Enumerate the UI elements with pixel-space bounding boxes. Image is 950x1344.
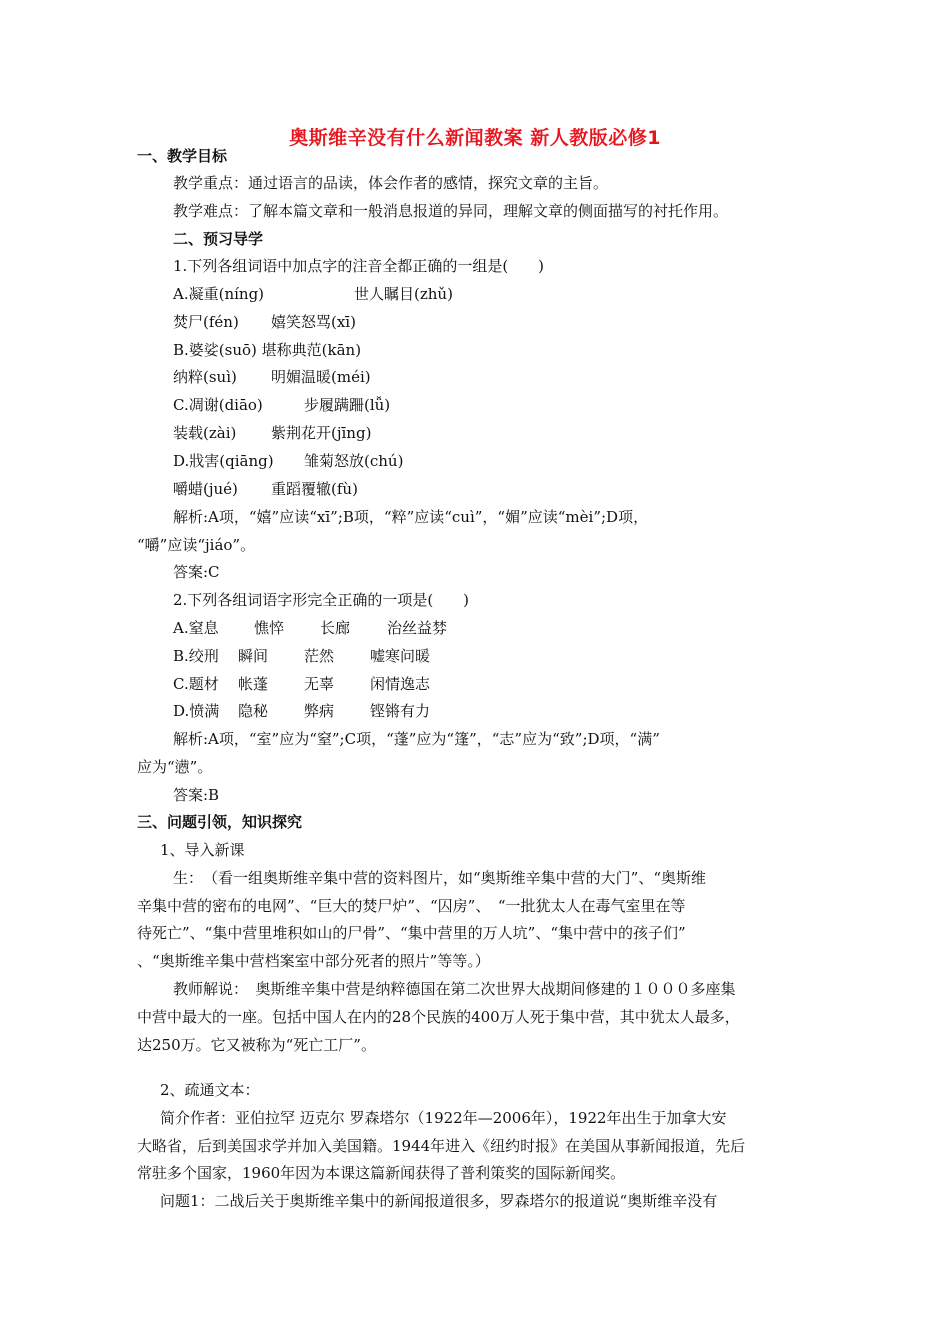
q2-option-c-word-2: 帐蓬 [238,675,269,693]
q1-option-c-4: 紫荆花开(jīng) [271,424,372,442]
author-paragraph-line-3: 常驻多个国家，1960年因为本课这篇新闻获得了普利策奖的国际新闻奖。 [137,1164,626,1182]
q1-option-d-3: 嚼蜡(jué) [173,480,238,498]
q1-option-a-3: 焚尸(fén) [173,313,239,331]
q1-analysis-line-2: “嚼”应读“jiáo”。 [137,536,256,554]
q2-option-b-word-3: 茫然 [304,647,335,665]
section-heading-goals: 一、教学目标 [137,147,228,165]
q1-option-b-2: 纳粹(suì) [173,368,237,386]
q2-option-c-word-4: 闲情逸志 [370,675,431,693]
q1-option-a-2: 世人瞩目(zhǔ) [354,285,453,303]
q1-analysis-line-1: 解析:A项，“嬉”应读“xī”;B项，“粹”应读“cuì”，“媚”应读“mèi”;D项， [173,508,649,526]
subheading-text-review: 2、疏通文本： [160,1081,260,1099]
question-2-stem: 2.下列各组词语字形完全正确的一项是( ) [173,591,470,609]
teacher-paragraph-line-3: 达250万。它又被称为“死亡工厂”。 [137,1036,376,1054]
q2-option-d-word-1: D.愤满 [173,702,220,720]
q2-option-b-word-4: 嘘寒问暖 [370,647,431,665]
q2-option-a-word-3: 长廊 [320,619,351,637]
q1-option-c-3: 装载(zài) [173,424,237,442]
author-paragraph-line-2: 大略省，后到美国求学并加入美国籍。1944年进入《纽约时报》在美国从事新闻报道，先后 [137,1137,746,1155]
q1-option-d-1: D.戕害(qiāng) [173,452,274,470]
q2-option-c-word-3: 无辜 [304,675,335,693]
q1-answer: 答案:C [173,563,220,581]
subheading-introduction: 1、导入新课 [160,841,245,859]
student-paragraph-line-3: 待死亡”、“集中营里堆积如山的尸骨”、“集中营里的万人坑”、“集中营中的孩子们” [137,924,686,942]
q2-analysis-line-2: 应为“懑”。 [137,758,213,776]
q1-option-a-4: 嬉笑怒骂(xī) [271,313,356,331]
section-heading-preview: 二、预习导学 [173,230,264,248]
q1-option-c-2: 步履蹒跚(lǚ) [304,396,391,414]
author-paragraph-line-1: 简介作者：亚伯拉罕 迈克尔 罗森塔尔（1922年—2006年），1922年出生于加拿大安 [160,1109,727,1127]
q1-option-d-4: 重蹈覆辙(fù) [271,480,358,498]
question-1-stem: 1.下列各组词语中加点字的注音全都正确的一组是( ) [173,257,545,275]
student-paragraph-line-4: 、“奥斯维辛集中营档案室中部分死者的照片”等等。） [137,952,490,970]
teaching-focus: 教学重点：通过语言的品读，体会作者的感情，探究文章的主旨。 [173,174,609,192]
q2-option-d-word-4: 铿锵有力 [370,702,431,720]
q2-option-a-word-1: A.窒息 [173,619,219,637]
teacher-paragraph-line-1: 教师解说： 奥斯维辛集中营是纳粹德国在第二次世界大战期间修建的１０００多座集 [173,980,736,998]
q1-option-b-3: 明媚温暖(méi) [271,368,371,386]
q1-option-a-1: A.凝重(níng) [173,285,265,303]
teacher-paragraph-line-2: 中营中最大的一座。包括中国人在内的28个民族的400万人死于集中营，其中犹太人最多， [137,1008,740,1026]
q2-option-d-word-2: 隐秘 [238,702,269,720]
q1-option-c-1: C.凋谢(diāo) [173,396,263,414]
document-title: 奥斯维辛没有什么新闻教案 新人教版必修1 [289,127,661,149]
q2-analysis-line-1: 解析:A项，“室”应为“窒”;C项，“蓬”应为“篷”，“志”应为“致”;D项，“满” [173,730,660,748]
teaching-difficulty: 教学难点：了解本篇文章和一般消息报道的异同，理解文章的侧面描写的衬托作用。 [173,202,729,220]
q2-option-b-word-1: B.绞刑 [173,647,219,665]
question-1-paragraph: 问题1：二战后关于奥斯维辛集中的新闻报道很多，罗森塔尔的报道说“奥斯维辛没有 [160,1192,718,1210]
q2-answer: 答案:B [173,786,220,804]
q2-option-b-word-2: 瞬间 [238,647,269,665]
q2-option-d-word-3: 弊病 [304,702,335,720]
q1-option-d-2: 雏菊怒放(chú) [304,452,404,470]
student-paragraph-line-2: 辛集中营的密布的电网”、“巨大的焚尸炉”、“囚房”、 “一批犹太人在毒气室里在等 [137,897,686,915]
q1-option-b-1: B.婆娑(suō) 堪称典范(kān) [173,341,362,359]
q2-option-a-word-4: 治丝益棼 [387,619,448,637]
student-paragraph-line-1: 生： （看一组奥斯维辛集中营的资料图片，如“奥斯维辛集中营的大门”、“奥斯维 [173,869,707,887]
q2-option-a-word-2: 憔悴 [254,619,285,637]
section-heading-inquiry: 三、问题引领，知识探究 [137,813,303,831]
q2-option-c-word-1: C.题材 [173,675,219,693]
